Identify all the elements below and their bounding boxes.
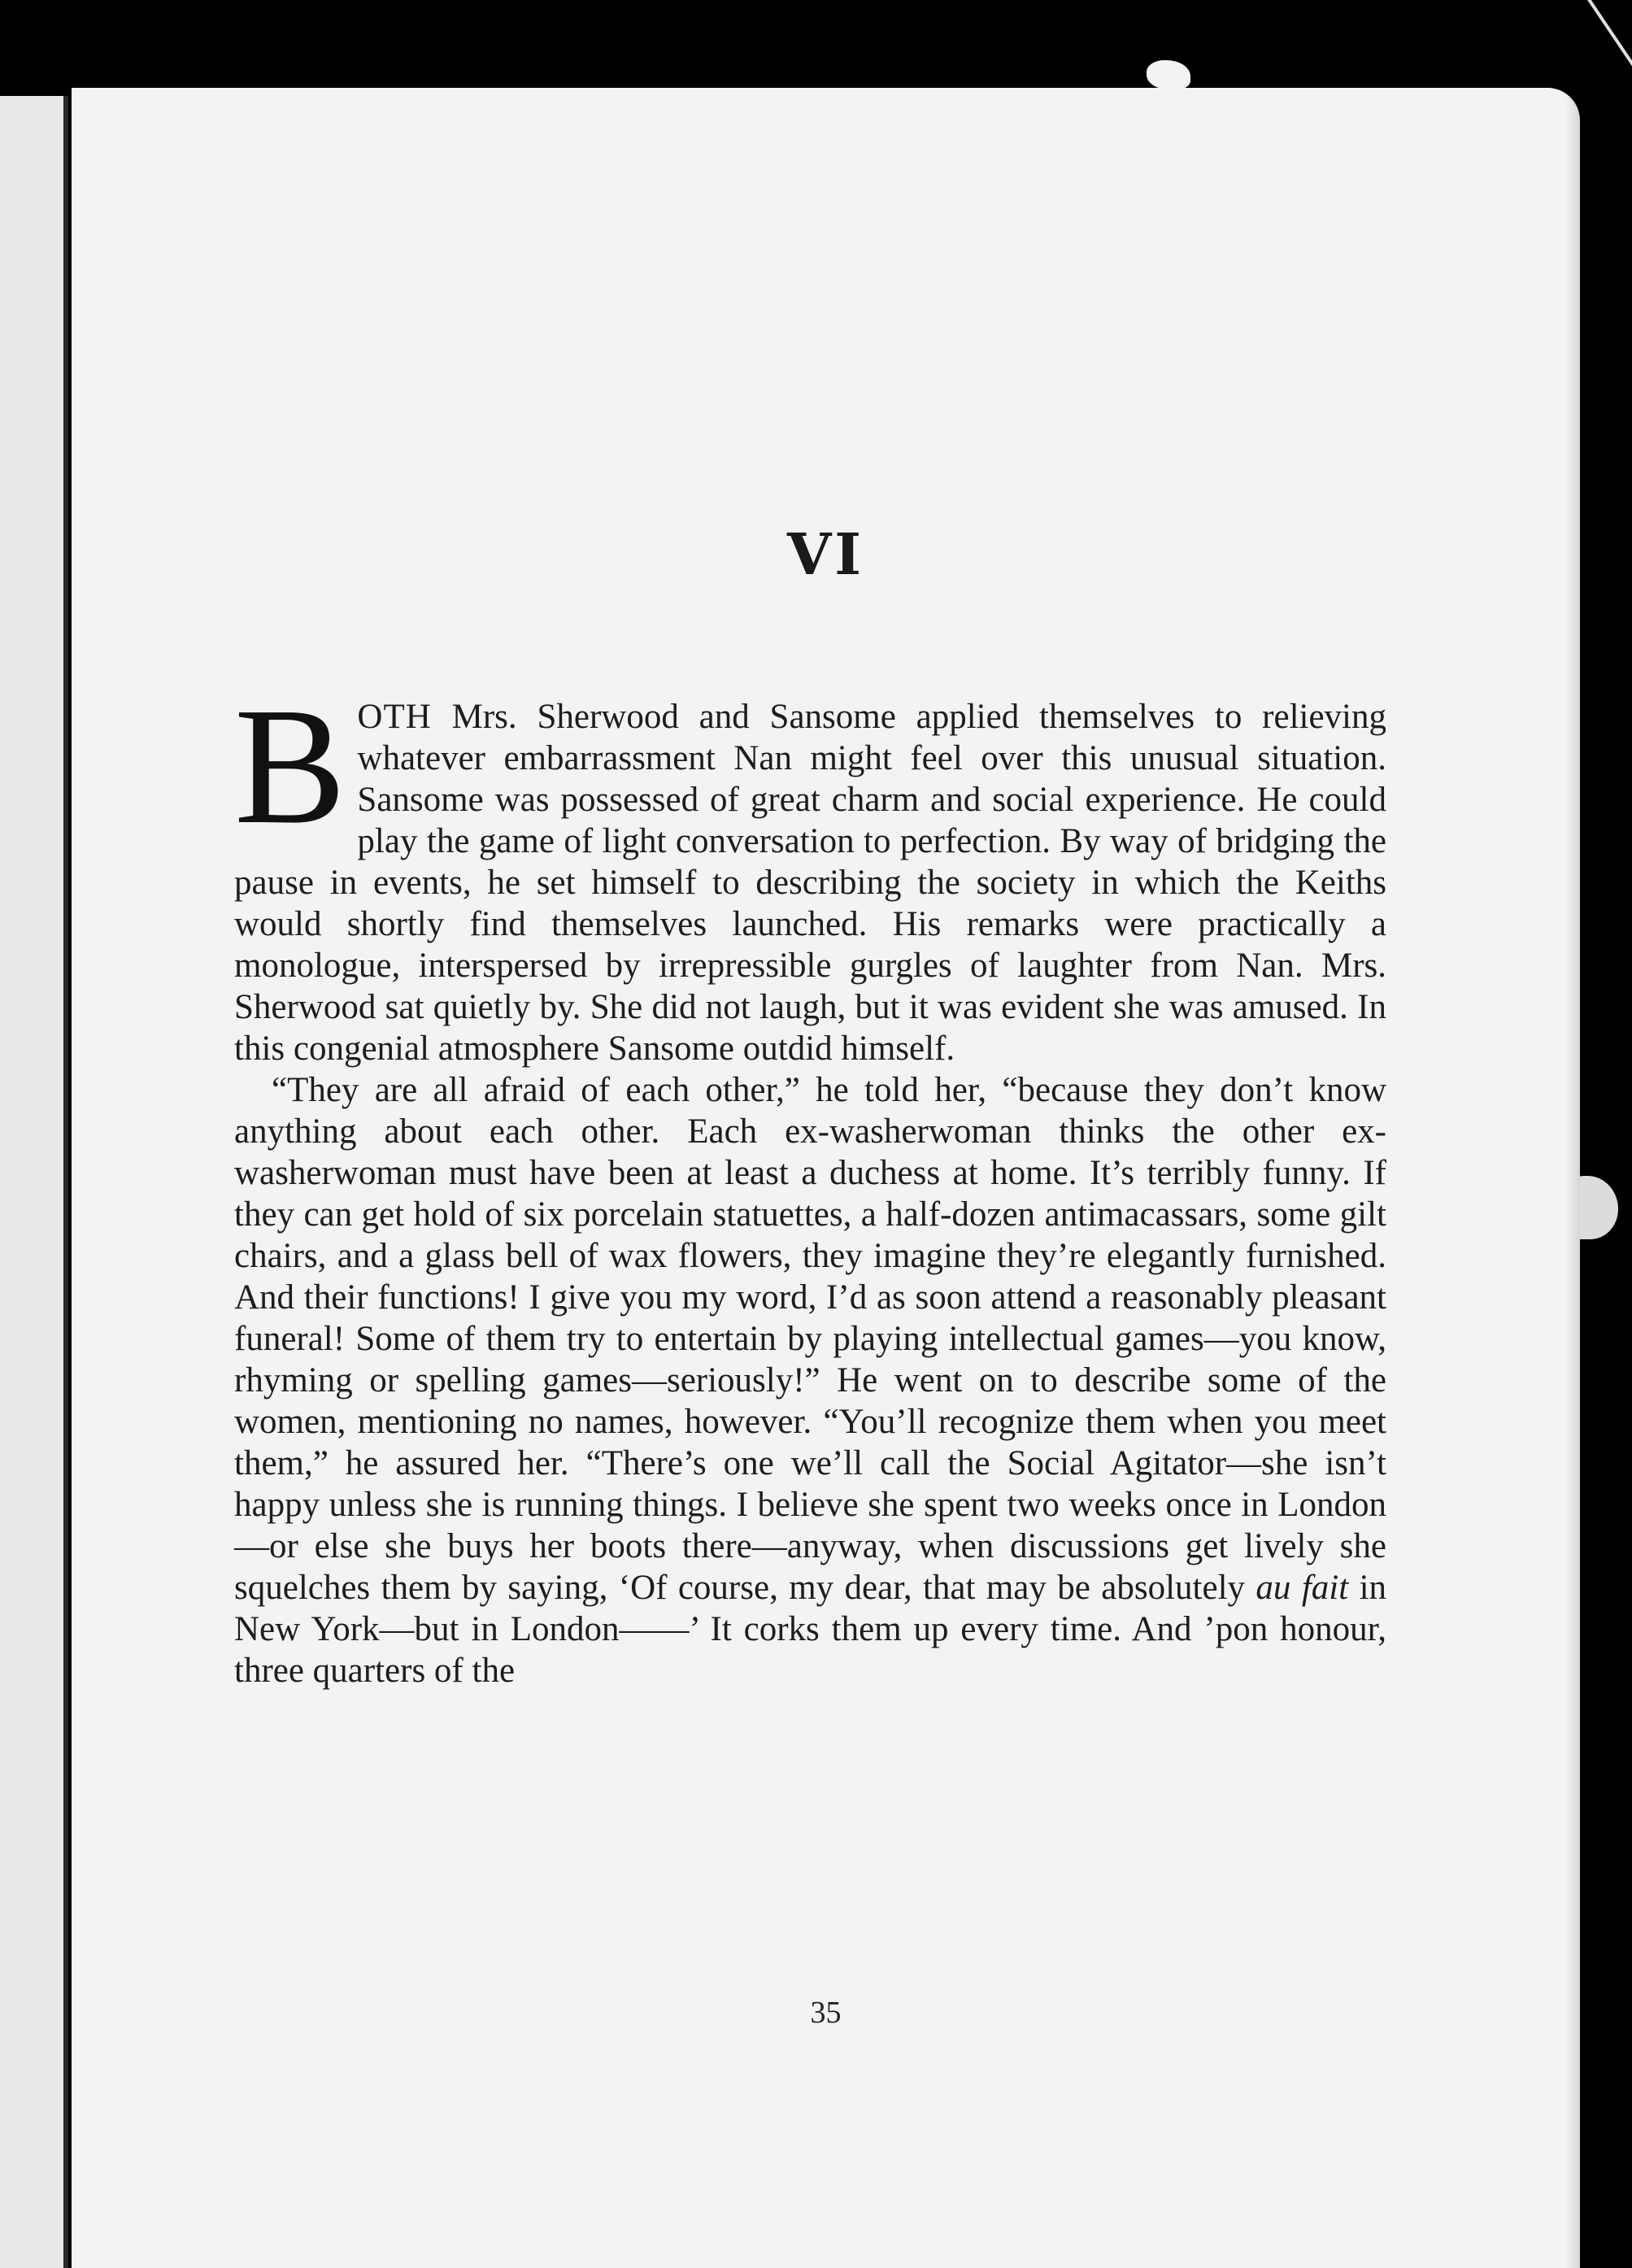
page-edge-shadow — [1565, 88, 1580, 2268]
scan-speck-top — [1147, 60, 1190, 89]
scan-scratch-mark — [1587, 0, 1632, 67]
lead-in: OTH — [357, 698, 432, 736]
drop-cap: B — [234, 673, 346, 859]
paragraph-2-italic: au fait — [1256, 1569, 1349, 1607]
page-number: 35 — [810, 1996, 842, 2030]
paragraph-2-text-a: “They are all afraid of each other,” he told her, “because they don’t know anything about each other. Each ex-washerwoman thinks the other ex-washerwoman must have been at least a duchess at home. It’s terribly funny. If they can get hold of six porcelain statuettes, a half-dozen antimacassars, some gilt chairs, and a glass bell of wax flowers, they imagine they’re elegantly furnished. And their functions! I give you my word, I’d as soon attend a reasonably pleasant funeral! Some of them try to entertain by playing intellectual games—you know, rhyming or spelling games—seriously!” He went on to describe some of the women, mentioning no names, however. “You’ll recognize them when you meet them,” he assured her. “There’s one we’ll call the Social Agitator—she isn’t happy unless she is running things. I believe she spent two weeks once in London—or else she buys her boots there—anyway, when discussions get lively she squelches them by saying, ‘Of course, my dear, that may be absolutely — [234, 1071, 1386, 1607]
body-text — [234, 673, 1387, 1691]
facing-page-edge — [0, 96, 65, 2268]
paragraph-1-text: Mrs. Sherwood and Sansome applied themselves to relieving whatever embarrassment Nan might feel over this unusual situation. Sansome was possessed of great charm and social experience. He could play the game of light conversation to perfection. By way of bridging the pause in events, he set himself to describing the society in which the Keiths would shortly find themselves launched. His remarks were practically a monologue, interspersed by irrepressible gurgles of laughter from Nan. Mrs. Sherwood sat quietly by. She did not laugh, but it was evident she was amused. In this congenial atmosphere Sansome outdid himself. — [234, 698, 1386, 1068]
paragraph-2 — [234, 1069, 1386, 1691]
book-page — [72, 88, 1580, 2268]
chapter-heading: VI — [786, 520, 865, 588]
paragraph-1 — [234, 673, 1386, 1069]
gutter-shadow — [63, 96, 68, 2268]
paragraph-2-text-b: in New York—but in London——’ It corks them up every time. And ’pon honour, three quarters of the — [234, 1569, 1387, 1690]
